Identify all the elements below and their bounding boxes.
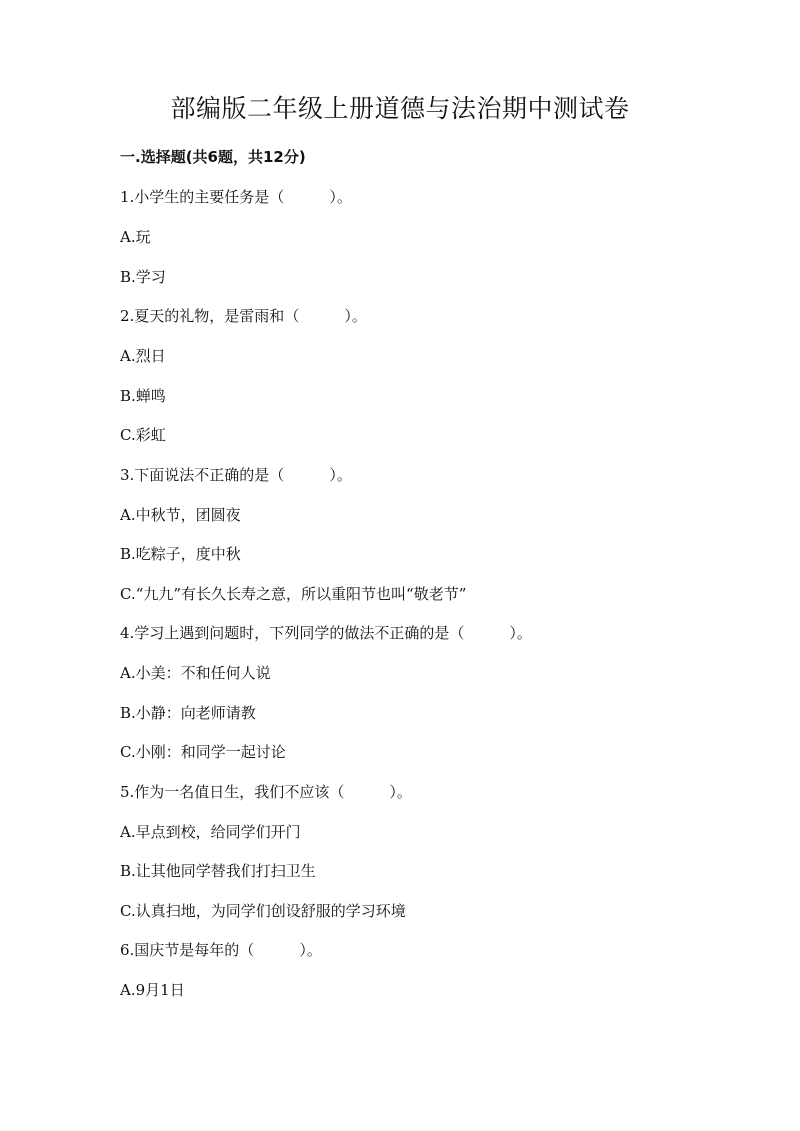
- option-5b: B.让其他同学替我们打扫卫生: [120, 862, 316, 880]
- question-stem-5: 5.作为一名值日生，我们不应该（ ）。: [120, 783, 412, 801]
- question-stem-2: 2.夏天的礼物，是雷雨和（ ）。: [120, 307, 367, 325]
- option-2c: C.彩虹: [120, 426, 166, 444]
- option-2a: A.烈日: [120, 347, 166, 365]
- option-3a: A.中秋节，团圆夜: [120, 506, 241, 524]
- option-2b: B.蝉鸣: [120, 387, 166, 405]
- option-1a: A.玩: [120, 228, 151, 246]
- option-4a: A.小美：不和任何人说: [120, 664, 271, 682]
- question-stem-4: 4.学习上遇到问题时，下列同学的做法不正确的是（ ）。: [120, 624, 532, 642]
- section-heading: 一.选择题(共6题，共12分): [120, 148, 306, 166]
- option-6a: A.9月1日: [120, 981, 185, 999]
- page-title: 部编版二年级上册道德与法治期中测试卷: [170, 94, 630, 123]
- option-4b: B.小静：向老师请教: [120, 704, 256, 722]
- option-5c: C.认真扫地，为同学们创设舒服的学习环境: [120, 902, 406, 920]
- option-5a: A.早点到校，给同学们开门: [120, 823, 301, 841]
- option-3c: C.“九九”有长久长寿之意，所以重阳节也叫“敬老节”: [120, 585, 467, 603]
- question-stem-6: 6.国庆节是每年的（ ）。: [120, 941, 322, 959]
- option-1b: B.学习: [120, 268, 166, 286]
- option-4c: C.小刚：和同学一起讨论: [120, 743, 286, 761]
- question-stem-1: 1.小学生的主要任务是（ ）。: [120, 188, 352, 206]
- option-3b: B.吃粽子，度中秋: [120, 545, 241, 563]
- question-stem-3: 3.下面说法不正确的是（ ）。: [120, 466, 352, 484]
